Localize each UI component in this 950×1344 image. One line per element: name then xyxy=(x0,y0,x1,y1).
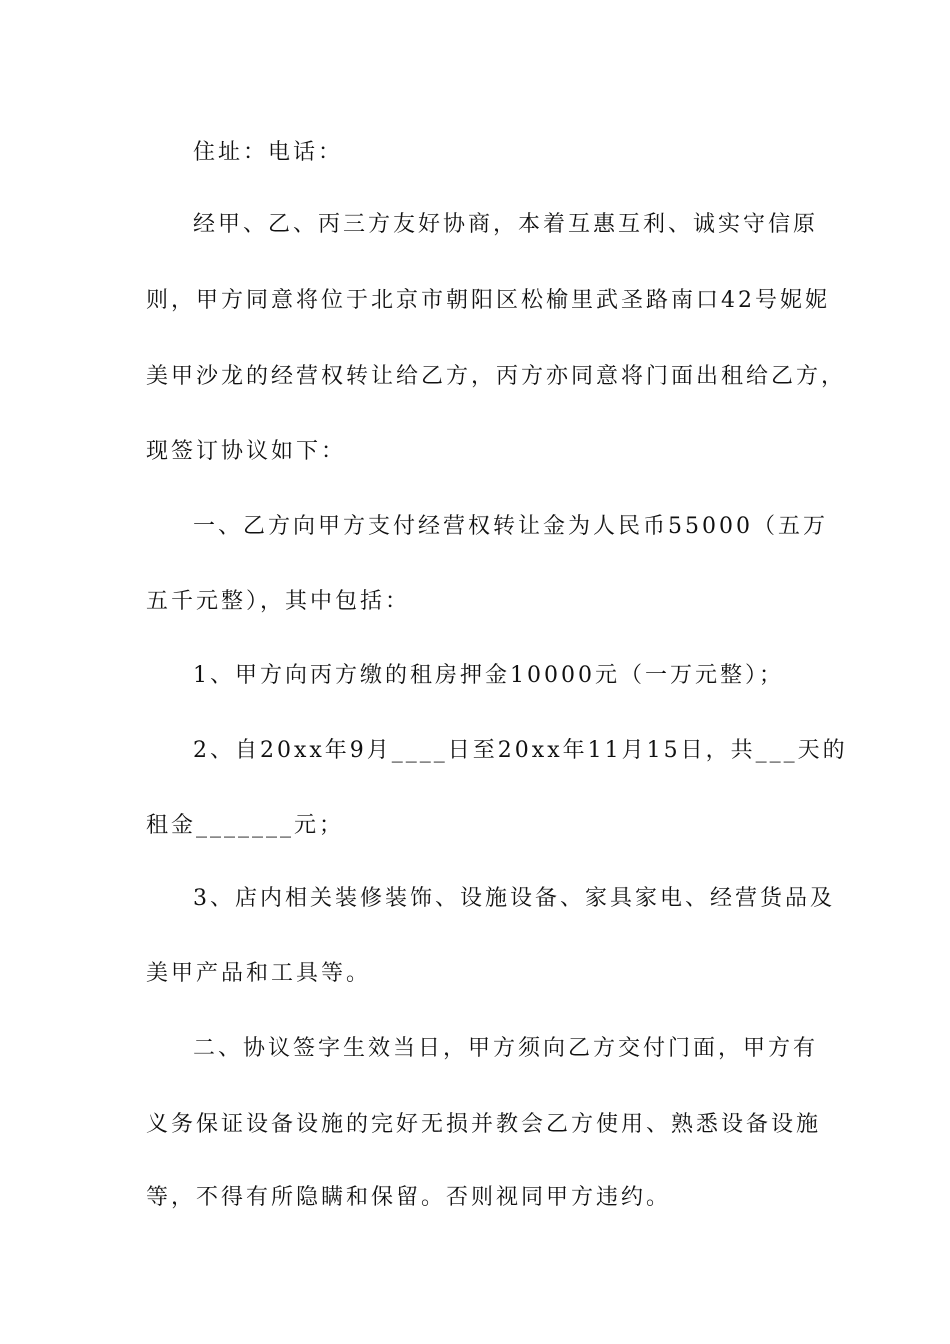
clause-one-line-1: 一、乙方向甲方支付经营权转让金为人民币55000（五万 xyxy=(193,514,828,539)
paragraph-intro-line-1: 经甲、乙、丙三方友好协商，本着互惠互利、诚实守信原 xyxy=(193,212,819,237)
item-three-line-2: 美甲产品和工具等。 xyxy=(146,961,372,986)
paragraph-intro-line-4: 现签订协议如下： xyxy=(146,439,347,464)
item-three-line-1: 3、店内相关装修装饰、设施设备、家具家电、经营货品及 xyxy=(193,886,835,911)
item-two-line-2: 租金_______元； xyxy=(146,813,345,838)
clause-two-line-1: 二、协议签字生效当日，甲方须向乙方交付门面，甲方有 xyxy=(193,1036,819,1061)
item-one-line: 1、甲方向丙方缴的租房押金10000元（一万元整）； xyxy=(193,663,784,688)
clause-two-line-2: 义务保证设备设施的完好无损并教会乙方使用、熟悉设备设施 xyxy=(146,1112,822,1137)
clause-one-line-2: 五千元整），其中包括： xyxy=(146,589,411,614)
address-phone-line: 住址：电话： xyxy=(193,140,344,165)
paragraph-intro-line-2: 则，甲方同意将位于北京市朝阳区松榆里武圣路南口42号妮妮 xyxy=(146,288,830,313)
paragraph-intro-line-3: 美甲沙龙的经营权转让给乙方，丙方亦同意将门面出租给乙方， xyxy=(146,364,847,389)
item-two-line-1: 2、自20xx年9月____日至20xx年11月15日，共___天的 xyxy=(193,738,848,763)
clause-two-line-3: 等，不得有所隐瞒和保留。否则视同甲方违约。 xyxy=(146,1185,672,1210)
